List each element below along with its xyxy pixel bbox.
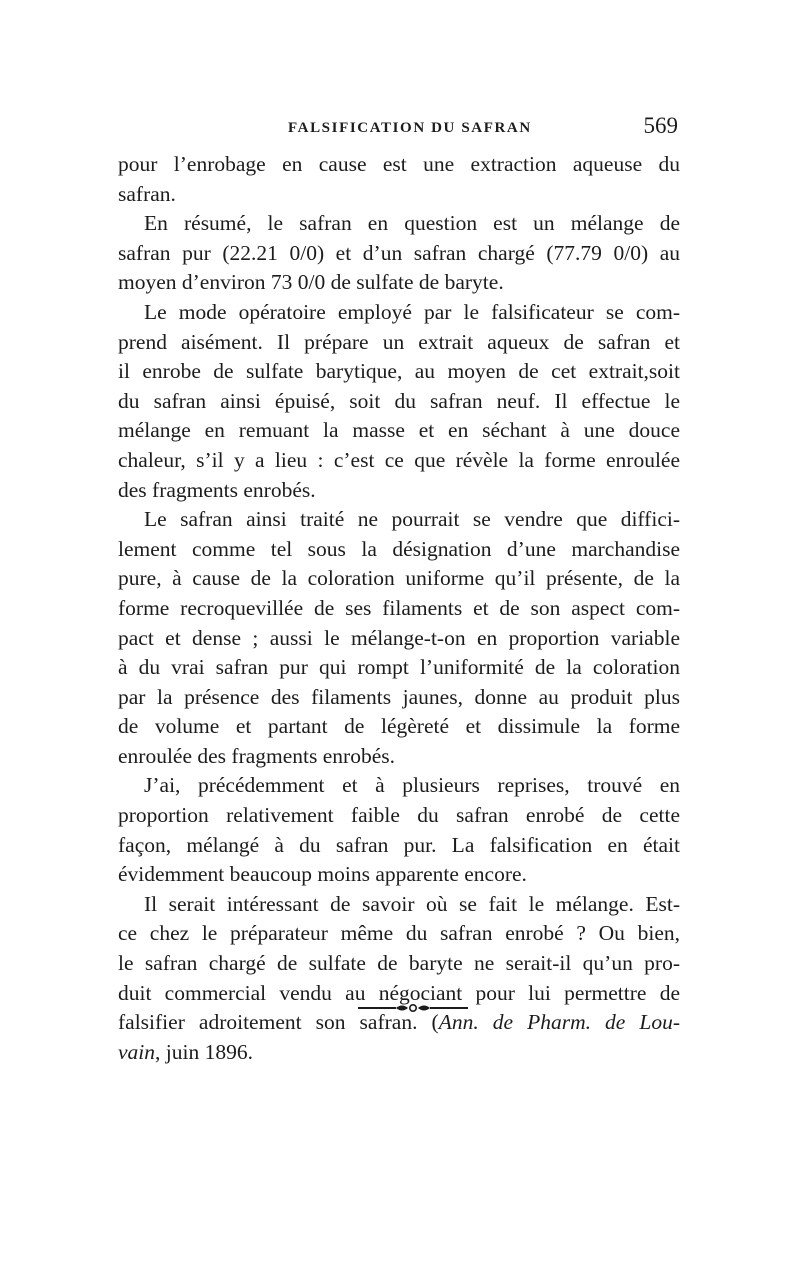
body-text bbox=[118, 150, 680, 1067]
citation-date: , juin 1896. bbox=[155, 1039, 253, 1064]
text-segment: falsifier adroitement son safran. bbox=[118, 1010, 418, 1035]
text-line: évidemment beaucoup moins apparente encore. bbox=[118, 862, 527, 887]
paragraph-5 bbox=[118, 771, 680, 889]
text-line: des fragments enrobés. bbox=[118, 477, 316, 502]
text-line: ce chez le préparateur même du safran enrobé ? Ou bien, bbox=[118, 921, 680, 946]
text-line: le safran chargé de sulfate de baryte ne serait-il qu’un pro- bbox=[118, 951, 680, 976]
citation-open: ( bbox=[431, 1010, 439, 1035]
end-ornament bbox=[358, 1002, 468, 1014]
text-line: par la présence des filaments jaunes, donne au produit plus bbox=[118, 684, 680, 709]
text-line: du safran ainsi épuisé, soit du safran neuf. Il effectue le bbox=[118, 388, 680, 413]
text-line: En résumé, le safran en question est un mélange de bbox=[144, 211, 680, 236]
page-number: 569 bbox=[643, 113, 678, 138]
running-title: FALSIFICATION DU SAFRAN bbox=[288, 120, 532, 136]
paragraph-1 bbox=[118, 150, 680, 209]
text-line: enroulée des fragments enrobés. bbox=[118, 743, 396, 768]
paragraph-4 bbox=[118, 505, 680, 771]
text-line: forme recroquevillée de ses filaments et de son aspect com- bbox=[118, 595, 680, 620]
text-line: J’ai, précédemment et à plusieurs reprises, trouvé en bbox=[144, 773, 680, 798]
text-line: pure, à cause de la coloration uniforme qu’il présente, de la bbox=[118, 566, 680, 591]
text-line: proportion relativement faible du safran enrobé de cette bbox=[118, 803, 680, 828]
paragraph-6 bbox=[118, 890, 680, 1068]
text-line: Il serait intéressant de savoir où se fait le mélange. Est- bbox=[144, 891, 680, 916]
citation-source: Ann. de Pharm. de Lou- bbox=[438, 1010, 681, 1035]
text-line: pour l’enrobage en cause est une extraction aqueuse du bbox=[118, 152, 680, 176]
text-line: façon, mélangé à du safran pur. La falsification en était bbox=[118, 832, 680, 857]
text-line: safran. bbox=[118, 181, 176, 206]
text-line: de volume et partant de légèreté et dissimule la forme bbox=[118, 714, 680, 739]
text-line: il enrobe de sulfate barytique, au moyen de cet extrait,soit bbox=[118, 359, 680, 384]
text-line: mélange en remuant la masse et en séchant à une douce bbox=[118, 418, 680, 443]
text-line: moyen d’environ 73 0/0 de sulfate de baryte. bbox=[118, 270, 504, 295]
text-line: prend aisément. Il prépare un extrait aqueux de safran et bbox=[118, 329, 680, 354]
text-line: Le mode opératoire employé par le falsificateur se com- bbox=[144, 299, 680, 324]
text-line: chaleur, s’il y a lieu : c’est ce que révèle la forme enroulée bbox=[118, 447, 680, 472]
running-header bbox=[118, 112, 680, 146]
text-line: à du vrai safran pur qui rompt l’uniformité de la coloration bbox=[118, 655, 680, 680]
text-line: Le safran ainsi traité ne pourrait se vendre que diffici- bbox=[144, 507, 680, 532]
text-line: pact et dense ; aussi le mélange-t-on en proportion variable bbox=[118, 625, 680, 650]
paragraph-3 bbox=[118, 298, 680, 505]
paragraph-2 bbox=[118, 209, 680, 298]
text-line bbox=[118, 1038, 680, 1068]
text-line: safran pur (22.21 0/0) et d’un safran chargé (77.79 0/0) au bbox=[118, 240, 680, 265]
citation-source-cont: vain bbox=[118, 1039, 156, 1064]
text-line: lement comme tel sous la désignation d’une marchandise bbox=[118, 536, 680, 561]
text-line: duit commercial vendu au négociant pour lui permettre de bbox=[118, 980, 680, 1005]
